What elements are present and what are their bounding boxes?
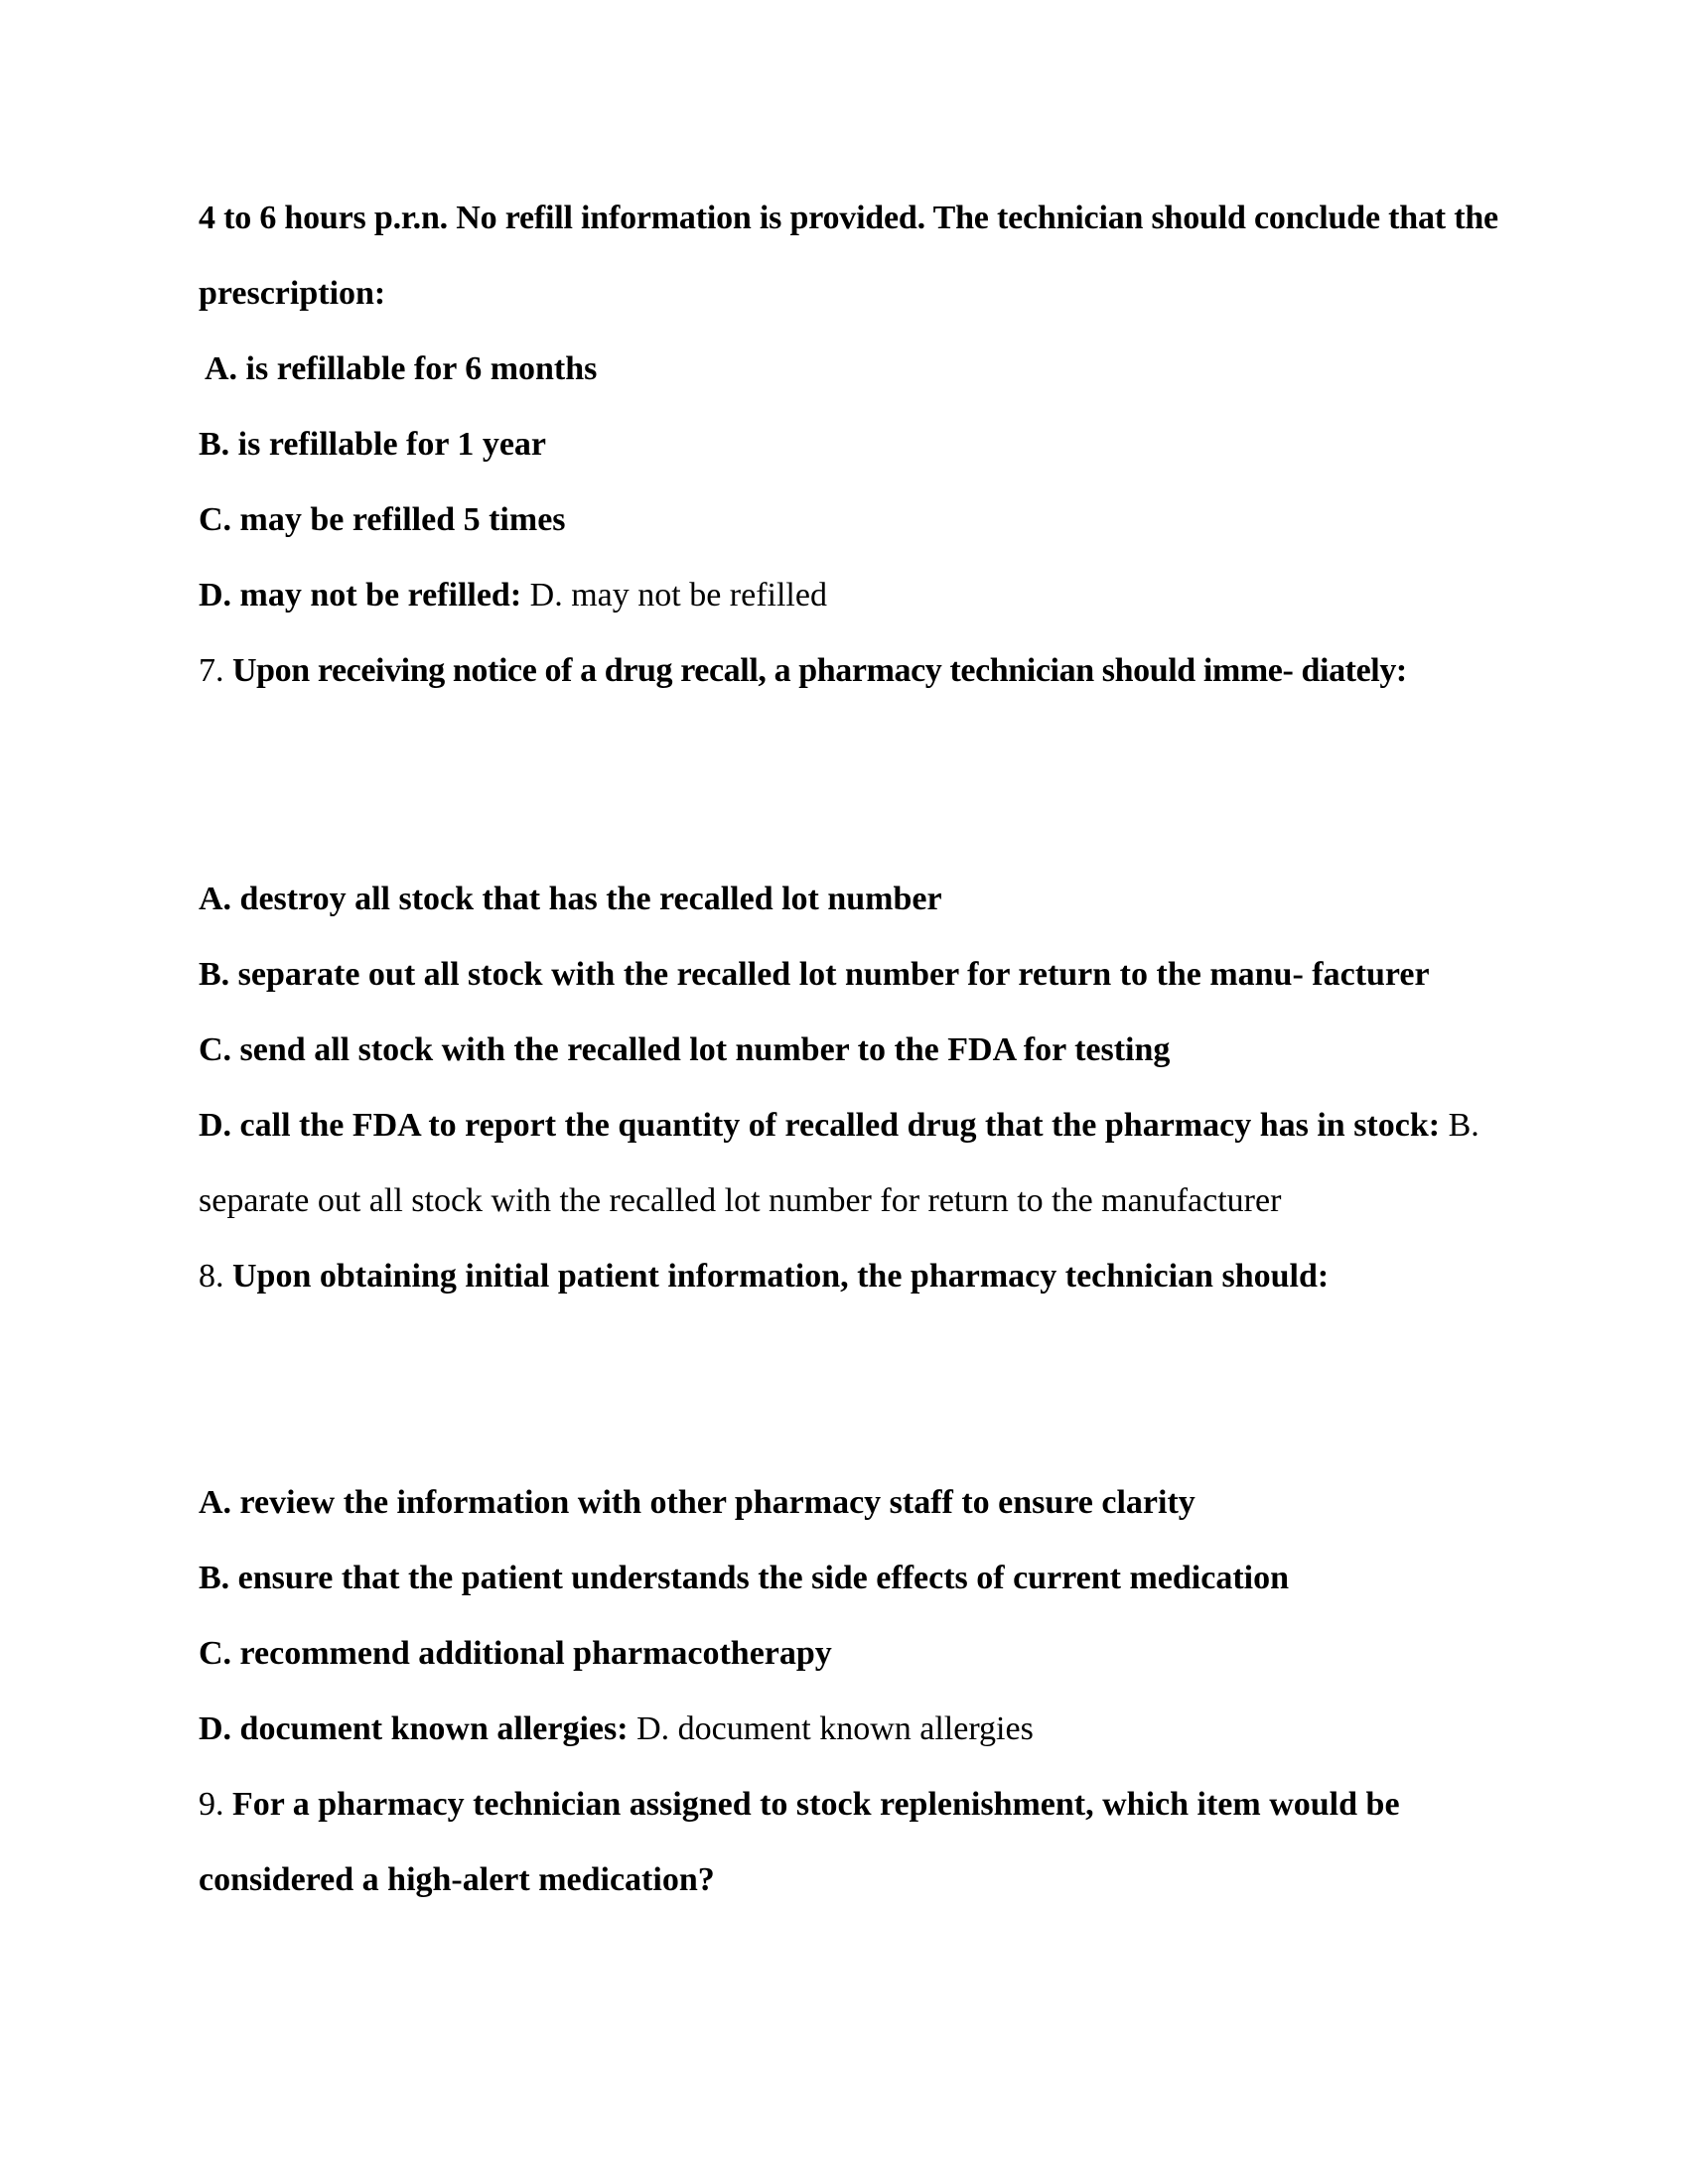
q7-answer-part1: B. [1448, 1107, 1479, 1144]
q8-stem-text: Upon obtaining initial patient information, the pharmacy technician should: [232, 1258, 1330, 1295]
q8-stem [199, 1260, 1329, 1294]
q8-option-d-with-answer [199, 1712, 1034, 1746]
q7-number: 7. [199, 652, 224, 689]
q8-option-a: A. review the information with other pharmacy staff to ensure clarity [199, 1484, 1196, 1521]
q7-option-d: D. call the FDA to report the quantity of recalled drug that the pharmacy has in stock: [199, 1107, 1441, 1144]
q6-stem-line1: 4 to 6 hours p.r.n. No refill information is provided. The technician should conclude that the [199, 200, 1498, 236]
q7-option-d-with-answer [199, 1109, 1479, 1143]
q8-option-d: D. document known allergies: [199, 1710, 629, 1747]
q8-option-b: B. ensure that the patient understands the side effects of current medication [199, 1560, 1289, 1596]
q7-answer-part2: separate out all stock with the recalled lot number for return to the manufacturer [199, 1182, 1282, 1219]
q6-answer: D. may not be refilled [529, 577, 827, 614]
q6-option-d-with-answer [199, 579, 827, 613]
q8-answer: D. document known allergies [636, 1710, 1034, 1747]
q6-option-d: D. may not be refilled: [199, 577, 522, 614]
q9-stem-text-line1: For a pharmacy technician assigned to stock replenishment, which item would be [232, 1786, 1400, 1823]
q7-option-b: B. separate out all stock with the recalled lot number for return to the manu- facturer [199, 956, 1430, 993]
q6-option-c: C. may be refilled 5 times [199, 501, 566, 538]
q9-number: 9. [199, 1786, 224, 1823]
q9-stem-line2: considered a high-alert medication? [199, 1861, 715, 1898]
q8-option-c: C. recommend additional pharmacotherapy [199, 1635, 832, 1672]
q7-option-c: C. send all stock with the recalled lot number to the FDA for testing [199, 1031, 1171, 1068]
q6-stem-line2: prescription: [199, 275, 386, 312]
q8-number: 8. [199, 1258, 224, 1295]
q7-stem-text: Upon receiving notice of a drug recall, a pharmacy technician should imme- diately: [232, 652, 1407, 689]
q7-option-a: A. destroy all stock that has the recalled lot number [199, 881, 942, 917]
q9-stem-line1 [199, 1788, 1400, 1822]
q7-stem [199, 654, 1407, 688]
q6-option-a: A. is refillable for 6 months [205, 350, 598, 387]
q6-option-b: B. is refillable for 1 year [199, 426, 547, 463]
